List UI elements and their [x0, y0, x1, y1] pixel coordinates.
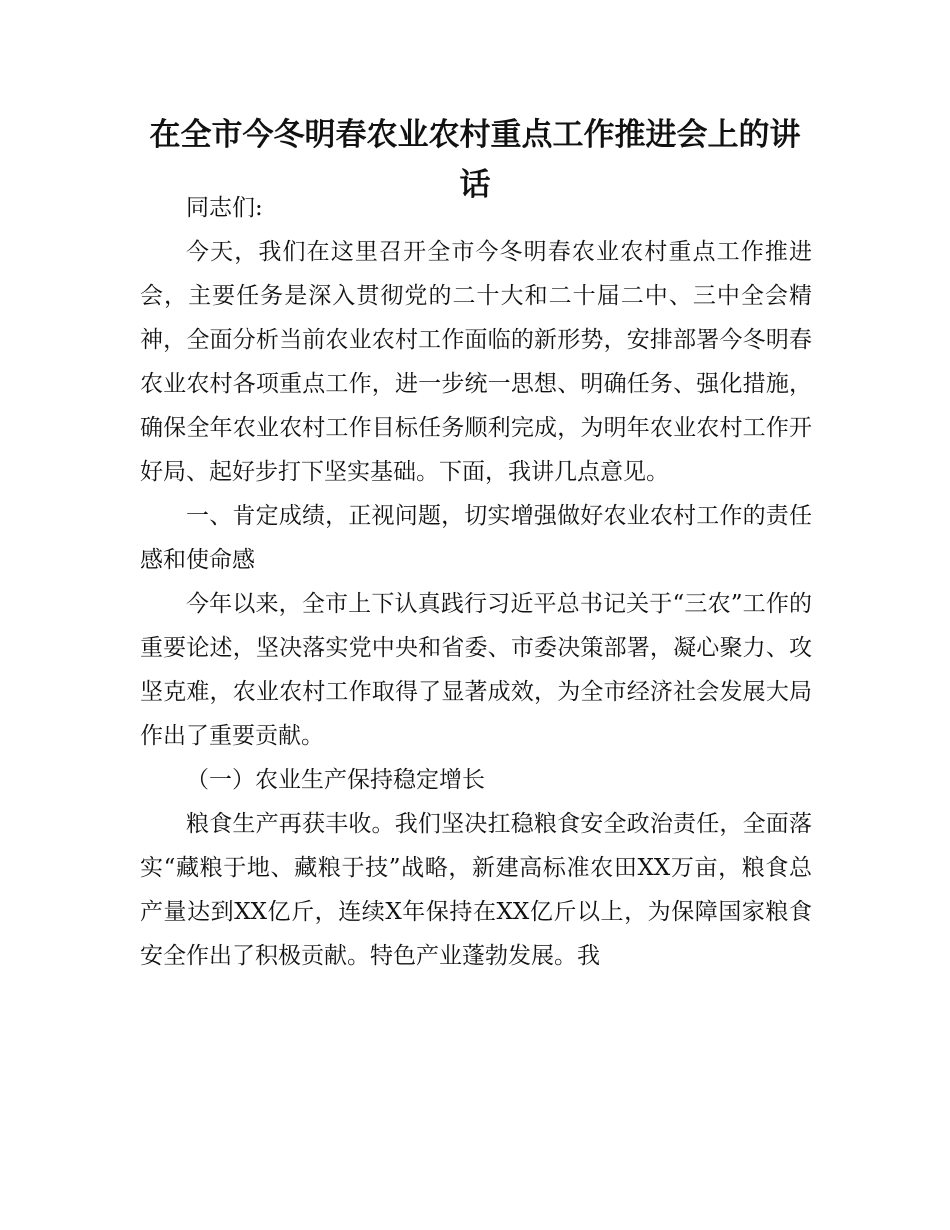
document-title: 在全市今冬明春农业农村重点工作推进会上的讲话 — [149, 117, 801, 203]
subheading-agriculture-production: （一）农业生产保持稳定增长 — [186, 767, 485, 793]
document-body — [140, 186, 812, 978]
paragraph-grain-production: 粮食生产再获丰收。我们坚决扛稳粮食安全政治责任，全面落实“藏粮于地、藏粮于技”战略，新建高标准农田XX万亩，粮食总产量达到XX亿斤，连续X年保持在XX亿斤以上，为保障国家粮食安全作出了积极贡献。特色产业蓬勃发展。我 — [140, 811, 812, 969]
paragraph-opening: 今天，我们在这里召开全市今冬明春农业农村重点工作推进会，主要任务是深入贯彻党的二十大和二十届二中、三中全会精神，全面分析当前农业农村工作面临的新形势，安排部署今冬明春农业农村各项重点工作，进一步统一思想、明确任务、强化措施，确保全年农业农村工作目标任务顺利完成，为明年农业农村工作开好局、起好步打下坚实基础。下面，我讲几点意见。 — [140, 239, 812, 485]
heading-section-one: 一、肯定成绩，正视问题，切实增强做好农业农村工作的责任感和使命感 — [140, 503, 812, 573]
paragraph-achievements: 今年以来，全市上下认真践行习近平总书记关于“三农”工作的重要论述，坚决落实党中央和省委、市委决策部署，凝心聚力、攻坚克难，农业农村工作取得了显著成效，为全市经济社会发展大局作出了重要贡献。 — [140, 591, 812, 749]
salutation: 同志们: — [186, 195, 263, 221]
